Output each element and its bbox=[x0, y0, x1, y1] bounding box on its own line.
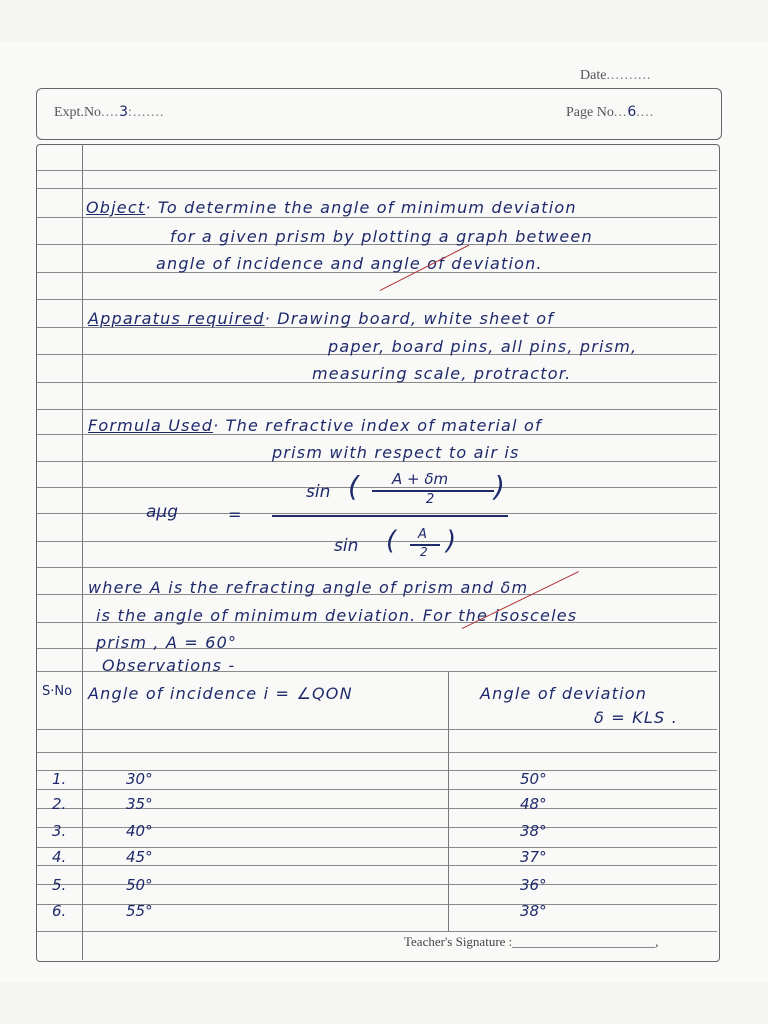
row-deviation: 38° bbox=[520, 822, 547, 840]
date-field bbox=[580, 68, 651, 84]
denominator-open-paren: ( bbox=[386, 526, 397, 556]
row-sno: 3. bbox=[52, 822, 67, 840]
row-deviation: 36° bbox=[520, 876, 547, 894]
row-sno: 2. bbox=[52, 795, 67, 813]
col-header-deviation-symbol: δ = KLS . bbox=[594, 708, 678, 727]
expt-trailing-dots: :....... bbox=[127, 105, 165, 120]
object-heading bbox=[86, 198, 577, 217]
row-incidence: 35° bbox=[126, 795, 153, 813]
col-header-incidence: Angle of incidence i = ∠QON bbox=[88, 684, 353, 703]
page-no-label: Page No bbox=[566, 105, 614, 120]
signature-label: Teacher's Signature : bbox=[404, 934, 513, 949]
expt-field bbox=[54, 104, 164, 121]
numerator-close-paren: ) bbox=[494, 470, 505, 503]
formula-line-1: · The refractive index of material of bbox=[213, 416, 542, 435]
table-divider bbox=[448, 672, 449, 932]
row-incidence: 55° bbox=[126, 902, 153, 920]
ruled-line bbox=[37, 729, 717, 730]
denominator-bottom: 2 bbox=[420, 545, 428, 559]
ruled-line bbox=[37, 170, 717, 171]
row-incidence: 40° bbox=[126, 822, 153, 840]
col-header-deviation: Angle of deviation bbox=[480, 684, 648, 703]
object-line-3: angle of incidence and angle of deviation. bbox=[156, 254, 543, 273]
formula-equals: = bbox=[228, 505, 242, 524]
ruled-line bbox=[37, 513, 717, 514]
page-no-trailing-dots: .... bbox=[636, 105, 655, 120]
ruled-line bbox=[37, 752, 717, 753]
apparatus-heading bbox=[88, 309, 554, 328]
row-sno: 1. bbox=[52, 770, 67, 788]
apparatus-line-1: · Drawing board, white sheet of bbox=[264, 309, 555, 328]
object-line-2: for a given prism by plotting a graph between bbox=[170, 227, 593, 246]
expt-value: 3 bbox=[119, 104, 128, 120]
object-label: Object bbox=[86, 198, 146, 217]
ruled-line bbox=[37, 567, 717, 568]
numerator-top: A + δm bbox=[392, 470, 449, 488]
formula-heading bbox=[88, 416, 542, 435]
where-line-2: is the angle of minimum deviation. For the isosceles bbox=[96, 606, 578, 625]
row-incidence: 50° bbox=[126, 876, 153, 894]
main-fraction-bar bbox=[272, 515, 508, 517]
ruled-line bbox=[37, 299, 717, 300]
where-line-1: where A is the refracting angle of prism and δm bbox=[88, 578, 529, 597]
ruled-line bbox=[37, 409, 717, 410]
object-line-1: · To determine the angle of minimum deviation bbox=[145, 198, 577, 217]
expt-label: Expt.No bbox=[54, 105, 102, 120]
date-dots: .......... bbox=[606, 68, 652, 83]
denominator-sin: sin bbox=[334, 536, 359, 556]
page-no-value: 6 bbox=[627, 104, 637, 120]
denominator-close-paren: ) bbox=[446, 526, 457, 556]
apparatus-line-2: paper, board pins, all pins, prism, bbox=[328, 337, 638, 356]
expt-leading-dots: .... bbox=[101, 105, 120, 120]
row-deviation: 48° bbox=[520, 795, 547, 813]
row-incidence: 30° bbox=[126, 770, 153, 788]
ruled-line bbox=[37, 541, 717, 542]
observations-title: Observations - bbox=[102, 656, 236, 675]
ruled-line bbox=[37, 188, 717, 189]
col-header-sno: S·No bbox=[42, 684, 73, 699]
signature-line: ______________________, bbox=[512, 934, 659, 949]
row-deviation: 50° bbox=[520, 770, 547, 788]
teacher-signature bbox=[404, 934, 659, 950]
formula-lhs: aμg bbox=[146, 502, 179, 522]
ruled-line bbox=[37, 487, 717, 488]
apparatus-label: Apparatus required bbox=[88, 309, 265, 328]
formula-line-2: prism with respect to air is bbox=[272, 443, 520, 462]
formula-label: Formula Used bbox=[88, 416, 214, 435]
numerator-sin: sin bbox=[306, 482, 331, 502]
row-sno: 4. bbox=[52, 848, 67, 866]
margin-line bbox=[82, 144, 83, 960]
row-sno: 5. bbox=[52, 876, 67, 894]
numerator-bottom: 2 bbox=[426, 492, 435, 507]
ruled-line bbox=[37, 789, 717, 790]
row-deviation: 38° bbox=[520, 902, 547, 920]
ruled-line bbox=[37, 931, 717, 932]
date-label: Date bbox=[580, 68, 607, 83]
row-sno: 6. bbox=[52, 902, 67, 920]
apparatus-line-3: measuring scale, protractor. bbox=[312, 364, 572, 383]
ruled-line bbox=[37, 217, 717, 218]
row-incidence: 45° bbox=[126, 848, 153, 866]
row-deviation: 37° bbox=[520, 848, 547, 866]
denominator-top: A bbox=[418, 527, 427, 542]
page-no-leading-dots: ... bbox=[613, 105, 628, 120]
page-no-field bbox=[566, 104, 654, 121]
numerator-open-paren: ( bbox=[348, 470, 359, 503]
where-line-3: prism , A = 60° bbox=[96, 633, 238, 652]
